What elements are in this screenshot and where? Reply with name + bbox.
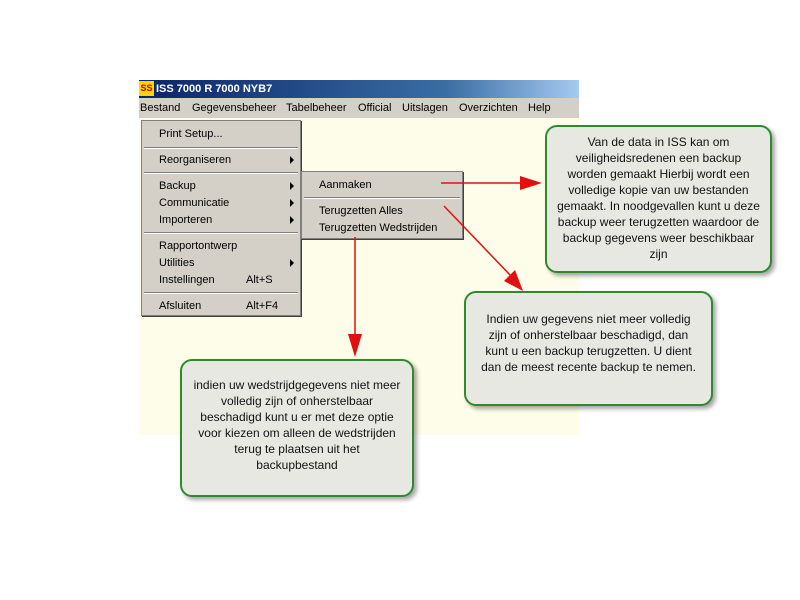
arrow-terugzetten-alles-head: [504, 270, 523, 291]
menu-item-label: Terugzetten Alles: [319, 205, 403, 217]
menu-item-label: Reorganiseren: [159, 154, 232, 166]
callout-terugzetten-alles: [464, 291, 713, 406]
menu-item-label: Rapportontwerp: [159, 240, 238, 252]
menu-item-label: Afsluiten: [159, 300, 202, 312]
window-title: ISS 7000 R 7000 NYB7: [156, 83, 273, 95]
menu-item-label: Terugzetten Wedstrijden: [319, 222, 438, 234]
arrow-terugzetten-alles: [444, 206, 511, 276]
menu-uitslagen[interactable]: Uitslagen: [402, 102, 448, 114]
menu-bestand[interactable]: Bestand: [140, 102, 181, 114]
callout-text: Van de data in ISS kan om veiligheidsredenen een backup worden gemaakt Hierbij wordt een volledige kopie van uw bestanden gemaakt. In noodgevallen kunt u deze backup weer terugzetten waardoor de backup gegevens weer beschikbaar zijn: [557, 135, 760, 261]
app-icon[interactable]: SS: [139, 81, 154, 96]
menu-item-label: Print Setup...: [159, 128, 223, 140]
callout-terugzetten-wedstrijden: [180, 359, 414, 497]
arrow-aanmaken-head: [520, 176, 542, 190]
arrow-terugzetten-wedstrijden-head: [348, 334, 362, 357]
menu-item-label: Importeren: [159, 214, 213, 226]
menu-gegevensbeheer[interactable]: Gegevensbeheer: [192, 102, 277, 114]
callout-text: Indien uw gegevens niet meer volledig zijn of onherstelbaar beschadigd, dan kunt u een backup terugzetten. U dient dan de meest recente backup te nemen.: [481, 312, 696, 374]
menu-item-label: Instellingen: [159, 274, 215, 286]
callout-text: indien uw wedstrijdgegevens niet meer volledig zijn of onherstelbaar beschadigd kunt u er met deze optie voor kiezen om alleen de wedstrijden terug te plaatsen uit het backupbestand: [193, 378, 401, 472]
menu-item-label: Utilities: [159, 257, 195, 269]
menu-help[interactable]: Help: [528, 102, 551, 114]
menu-overzichten[interactable]: Overzichten: [459, 102, 518, 114]
menu-item-label: Communicatie: [159, 197, 230, 209]
shortcut-label: Alt+F4: [246, 300, 279, 312]
menu-item-label: Aanmaken: [319, 179, 372, 191]
menu-item-label: Backup: [159, 180, 196, 192]
shortcut-label: Alt+S: [246, 274, 273, 286]
callout-aanmaken: [545, 125, 772, 273]
menu-official[interactable]: Official: [358, 102, 392, 114]
menu-tabelbeheer[interactable]: Tabelbeheer: [286, 102, 347, 114]
